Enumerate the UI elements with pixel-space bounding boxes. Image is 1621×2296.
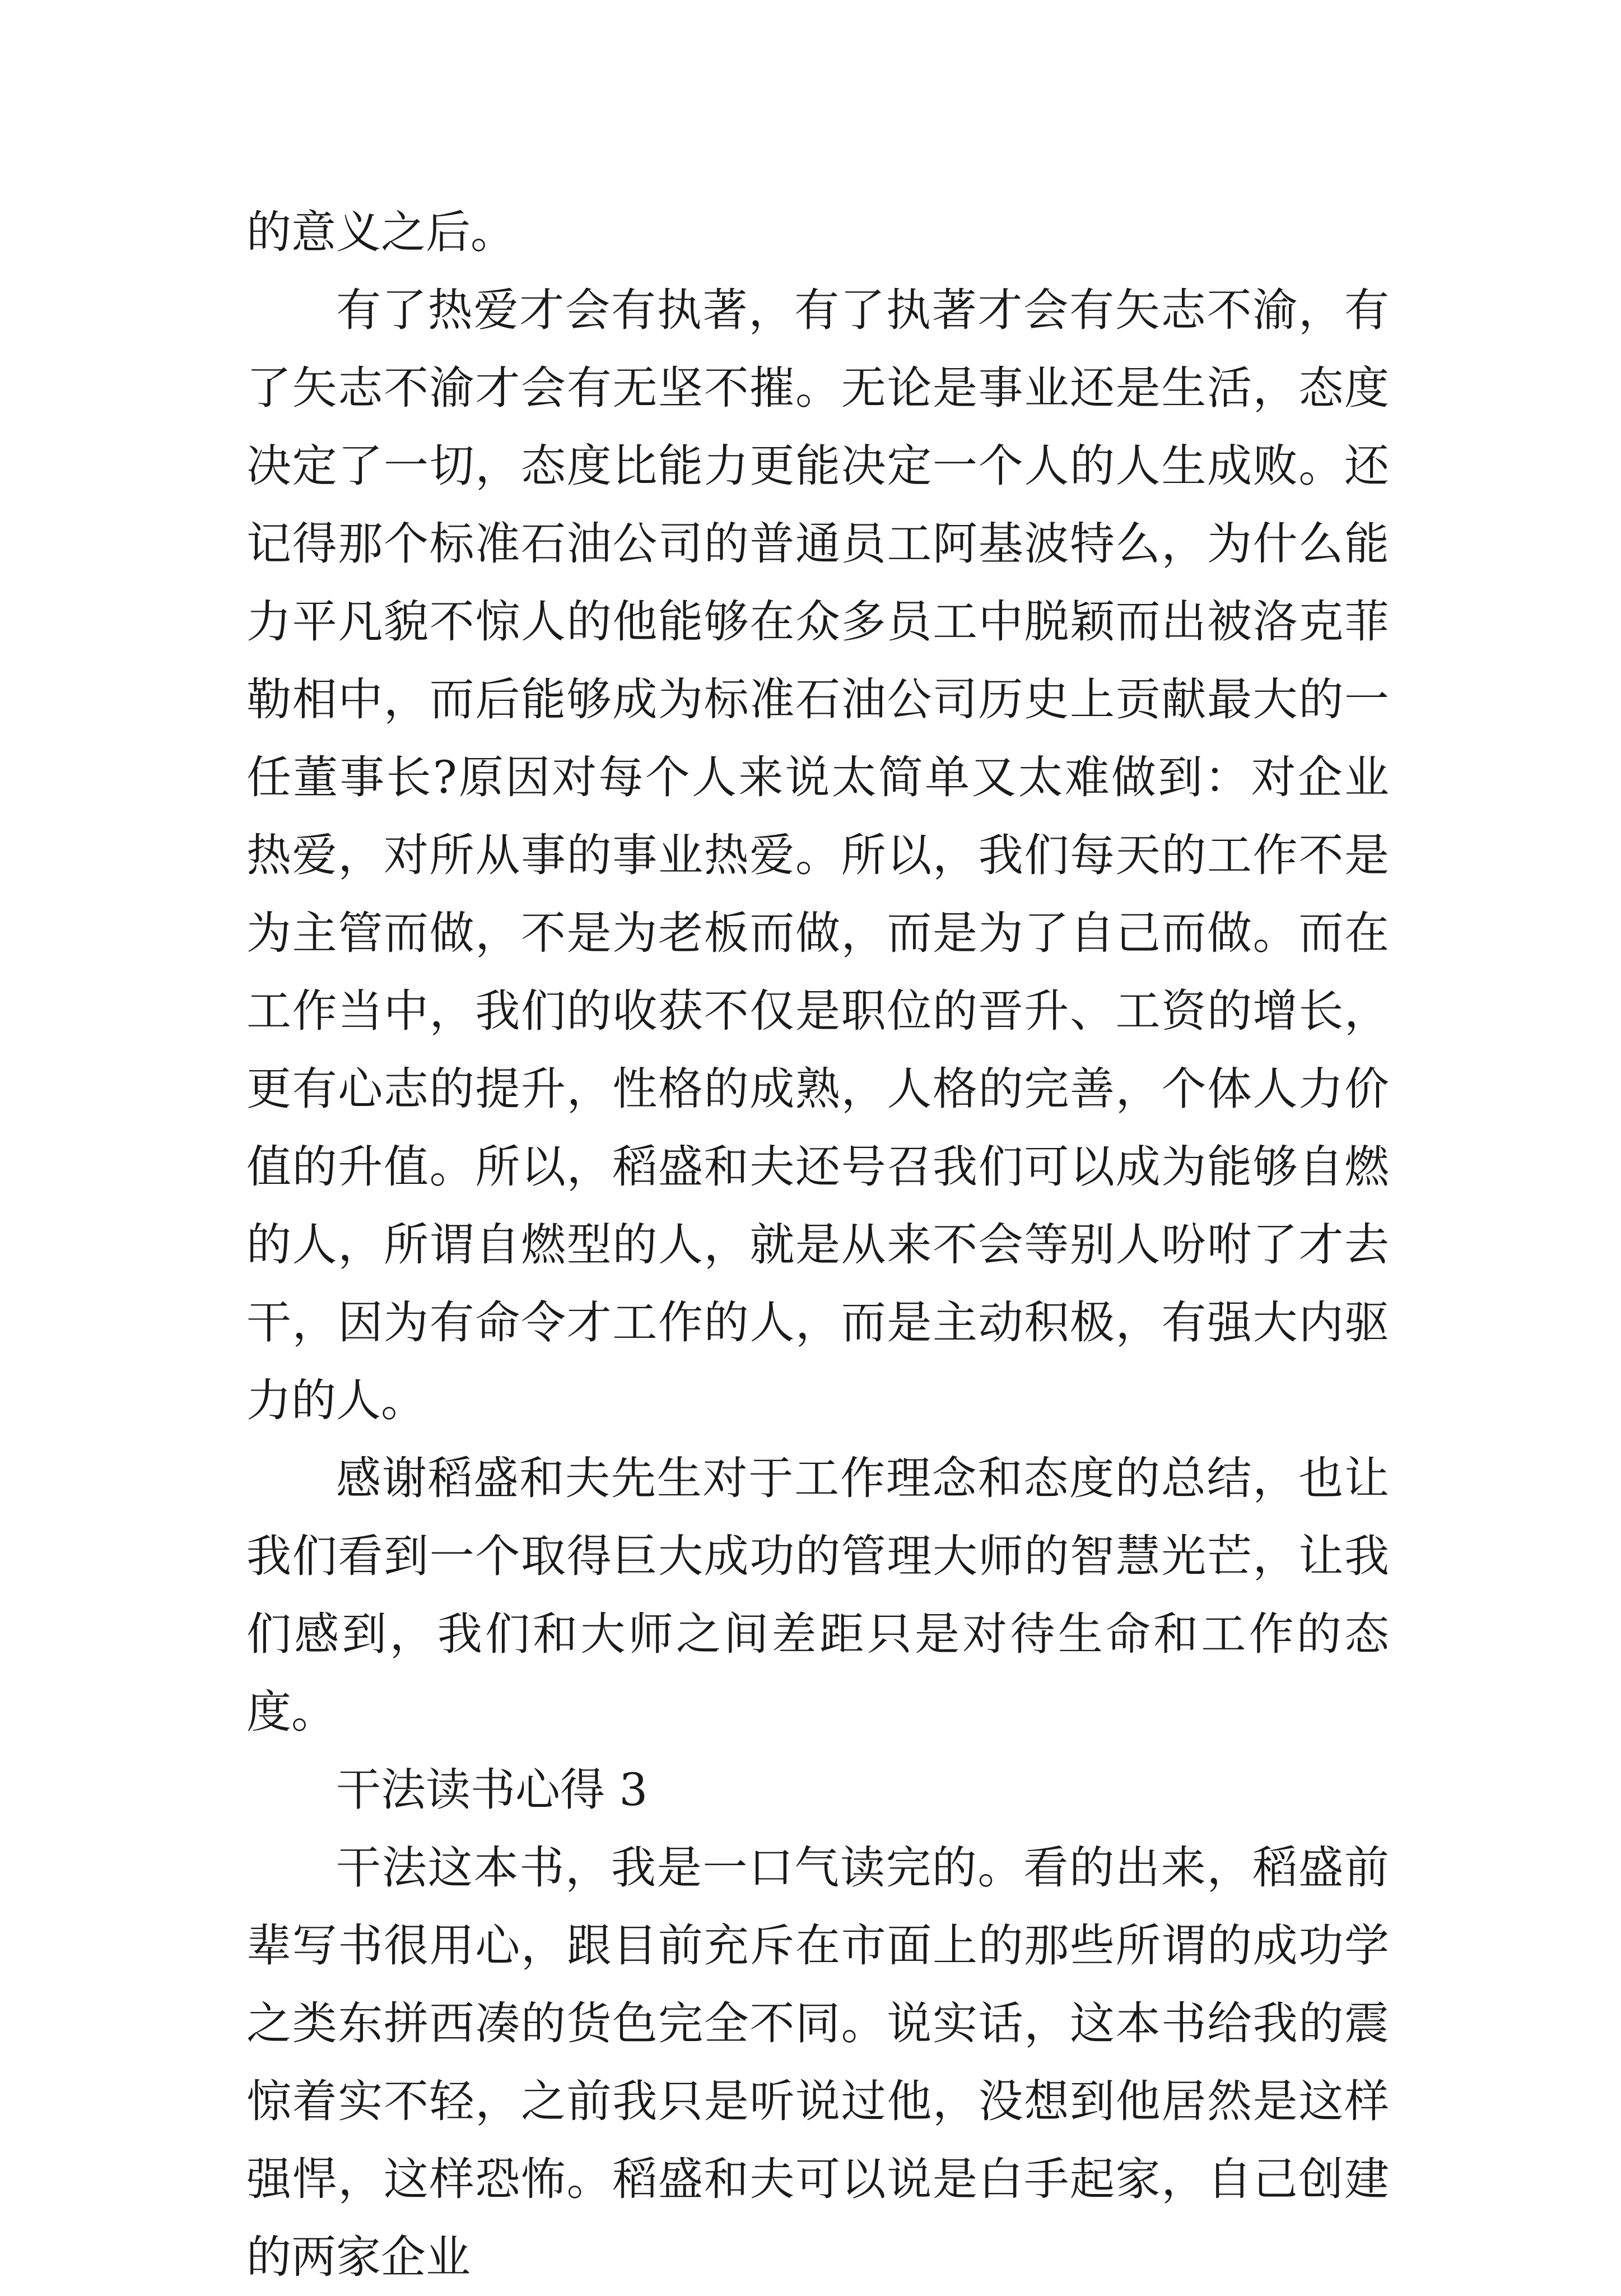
paragraph-1: 的意义之后。 — [246, 206, 515, 258]
paragraph-2: 有了热爱才会有执著，有了执著才会有矢志不渝，有了矢志不渝才会有无坚不摧。无论是事业还是生活，态度决定了一切，态度比能力更能决定一个人的人生成败。还记得那个标准石油公司的普通员工阿基波特么，为什么能力平凡貌不惊人的他能够在众多员工中脱颖而出被洛克菲勒相中，而后能够成为标准石油公司历史上贡献最大的一任董事长?原因对每个人来说太简单又太难做到：对企业热爱，对所从事的事业热爱。所以，我们每天的工作不是为主管而做，不是为老板而做，而是为了自己而做。而在工作当中，我们的收获不仅是职位的晋升、工资的增长，更有心志的提升，性格的成熟，人格的完善，个体人力价值的升值。所以，稻盛和夫还号召我们可以成为能够自燃的人，所谓自燃型的人，就是从来不会等别人吩咐了才去干，因为有命令才工作的人，而是主动积极，有强大内驱力的人。 — [246, 284, 1389, 1426]
paragraph-4: 干法这本书，我是一口气读完的。看的出来，稻盛前辈写书很用心，跟目前充斥在市面上的那些所谓的成功学之类东拼西凑的货色完全不同。说实话，这本书给我的震惊着实不轻，之前我只是听说过他，没想到他居然是这样强悍，这样恐怖。稻盛和夫可以说是白手起家，自己创建的两家企业 — [246, 1842, 1389, 2283]
paragraph-3: 感谢稻盛和夫先生对于工作理念和态度的总结，也让我们看到一个取得巨大成功的管理大师的智慧光芒，让我们感到，我们和大师之间差距只是对待生命和工作的态度。 — [246, 1452, 1389, 1738]
document-body — [246, 193, 1389, 2296]
section-heading: 干法读书心得 3 — [336, 1764, 648, 1816]
